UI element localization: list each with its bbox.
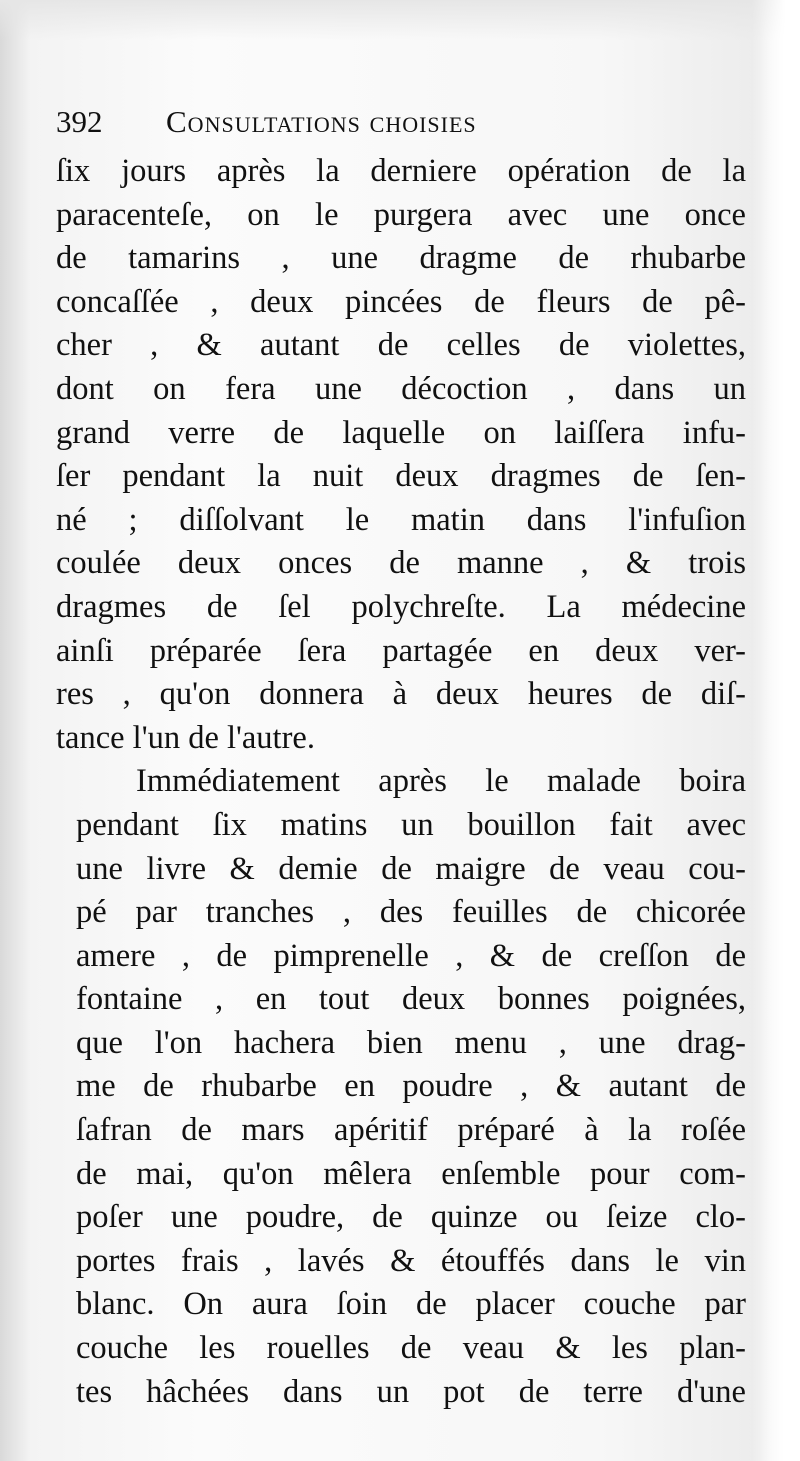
text-line: Immédiatement après le malade boira bbox=[136, 763, 746, 800]
text-line: tance l'un de l'autre. bbox=[56, 719, 315, 756]
text-line: res , qu'on donnera à deux heures de diſ- bbox=[56, 676, 746, 713]
paragraph-1 bbox=[56, 150, 746, 760]
text-line: dragmes de ſel polychreſte. La médecine bbox=[56, 588, 746, 625]
text-line: fontaine , en tout deux bonnes poignées, bbox=[76, 981, 746, 1018]
text-line: une livre & demie de maigre de veau cou- bbox=[76, 850, 746, 887]
text-line: né ; diſſolvant le matin dans l'infuſion bbox=[56, 501, 746, 538]
text-line: pendant ſix matins un bouillon fait avec bbox=[76, 806, 746, 843]
text-line: concaſſée , deux pincées de fleurs de pê- bbox=[56, 283, 746, 320]
text-line: grand verre de laquelle on laiſſera infu- bbox=[56, 414, 746, 451]
page-right-edge bbox=[752, 0, 800, 1461]
text-line: cher , & autant de celles de violettes, bbox=[56, 327, 746, 364]
running-title: Consultations choisies bbox=[166, 104, 477, 139]
body-text bbox=[56, 150, 746, 1414]
running-header bbox=[56, 98, 616, 146]
text-line: portes frais , lavés & étouffés dans le vin bbox=[76, 1242, 746, 1279]
text-line: dont on fera une décoction , dans un bbox=[56, 370, 746, 407]
text-line: paracenteſe, on le purgera avec une once bbox=[56, 196, 746, 233]
text-line: que l'on hachera bien menu , une drag- bbox=[76, 1024, 746, 1061]
text-line: pé par tranches , des feuilles de chicorée bbox=[76, 894, 746, 931]
text-line: de tamarins , une dragme de rhubarbe bbox=[56, 240, 746, 277]
page-number: 392 bbox=[56, 104, 103, 139]
text-line: blanc. On aura ſoin de placer couche par bbox=[76, 1286, 746, 1323]
paragraph-2 bbox=[76, 760, 746, 1414]
text-line: amere , de pimprenelle , & de creſſon de bbox=[76, 937, 746, 974]
text-line: ſix jours après la derniere opération de la bbox=[56, 153, 746, 189]
text-line: couche les rouelles de veau & les plan- bbox=[76, 1330, 746, 1367]
text-line: coulée deux onces de manne , & trois bbox=[56, 545, 746, 582]
text-line: ſer pendant la nuit deux dragmes de ſen- bbox=[56, 458, 746, 495]
page-top-shadow bbox=[0, 0, 800, 40]
text-line: tes hâchées dans un pot de terre d'une bbox=[76, 1373, 746, 1410]
text-line: de mai, qu'on mêlera enſemble pour com- bbox=[76, 1155, 746, 1192]
text-line: ainſi préparée ſera partagée en deux ver- bbox=[56, 632, 746, 669]
text-line: poſer une poudre, de quinze ou ſeize clo- bbox=[76, 1199, 746, 1236]
text-line: ſafran de mars apéritif préparé à la roſée bbox=[76, 1112, 746, 1149]
text-line: me de rhubarbe en poudre , & autant de bbox=[76, 1068, 746, 1105]
